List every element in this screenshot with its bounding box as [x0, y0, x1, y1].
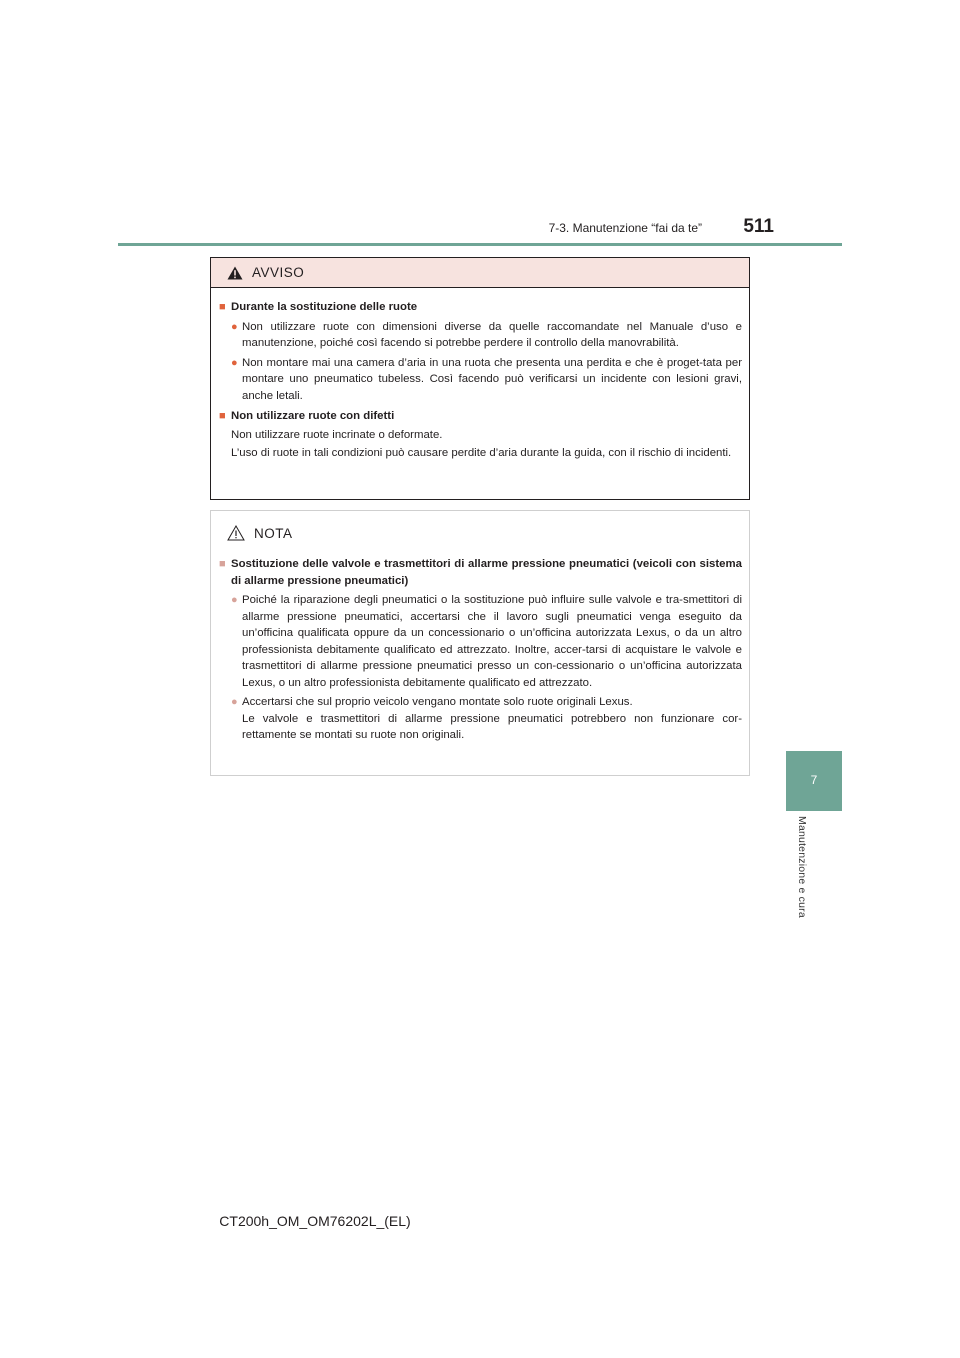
dot-bullet-icon: ●	[231, 594, 238, 606]
square-bullet-icon: ■	[219, 410, 226, 422]
notice-header	[211, 511, 749, 545]
warning-header	[211, 258, 749, 288]
section-heading: ■ Durante la sostituzione delle ruote	[219, 299, 742, 316]
section-title: 7-3. Manutenzione “fai da te”	[548, 221, 702, 235]
list-item: ● Poiché la riparazione degli pneumatici o la sostituzione può influire sulle valvole e tra-smettitori di allarme pressione pneumatici, accertarsi che il lavoro sugli pneumatici venga eseguito da un’officina qualificata oppure da un concessionario o un’officina autorizzata Lexus, o da un altro professionista debitamente qualificato ed attrezzato. Inoltre, accer-tarsi di acquistare le valvole e trasmettitori di allarme pressione pneumatici presso un con-cessionario o un’officina autorizzata Lexus, o un altro professionista debitamente qualificato ed attrezzato.	[219, 592, 742, 691]
chapter-number: 7	[810, 773, 818, 787]
notice-body	[211, 545, 749, 744]
section-heading: ■ Non utilizzare ruote con difetti	[219, 408, 742, 425]
header-rule	[118, 243, 842, 246]
warning-section	[219, 299, 742, 404]
dot-bullet-icon: ●	[231, 696, 238, 708]
document-code: CT200h_OM_OM76202L_(EL)	[219, 1213, 411, 1229]
page-number: 511	[743, 216, 774, 237]
warning-title: AVVISO	[252, 265, 305, 280]
section-heading: ■ Sostituzione delle valvole e trasmettitori di allarme pressione pneumatici (veicoli con sistema di allarme pressione pneumatici)	[219, 556, 742, 589]
warning-triangle-icon	[227, 266, 243, 280]
list-item: ● Non utilizzare ruote con dimensioni diverse da quelle raccomandate nel Manuale d’uso e manutenzione, poiché così facendo si potrebbe perdere il controllo della manovrabilità.	[219, 319, 742, 352]
warning-body	[211, 288, 749, 462]
square-bullet-icon: ■	[219, 301, 226, 313]
item-line: Accertarsi che sul proprio veicolo vengano montate solo ruote originali Lexus.	[242, 696, 633, 708]
notice-title: NOTA	[254, 525, 293, 541]
notice-section	[219, 556, 742, 744]
warning-section	[219, 408, 742, 462]
square-bullet-icon: ■	[219, 558, 226, 570]
chapter-label: Manutenzione e cura	[796, 816, 808, 918]
list-item: ● Non montare mai una camera d’aria in una ruota che presenta una perdita e che è proget-tata per montare uno pneumatico tubeless. Così facendo può verificarsi un incidente con lesioni gravi, anche letali.	[219, 355, 742, 405]
chapter-tab	[786, 751, 842, 811]
dot-bullet-icon: ●	[231, 356, 238, 369]
notice-box	[210, 510, 750, 776]
caution-triangle-icon	[227, 525, 245, 541]
list-item	[219, 694, 742, 744]
warning-box	[210, 257, 750, 500]
paragraph: Non utilizzare ruote incrinate o deformate.	[231, 428, 443, 441]
item-line: Le valvole e trasmettitori di allarme pressione pneumatici potrebbero non funzionare cor-rettamente se montati su ruote non originali.	[242, 712, 742, 741]
dot-bullet-icon: ●	[231, 320, 238, 333]
paragraph: L’uso di ruote in tali condizioni può causare perdite d’aria durante la guida, con il rischio di incidenti.	[231, 447, 732, 459]
